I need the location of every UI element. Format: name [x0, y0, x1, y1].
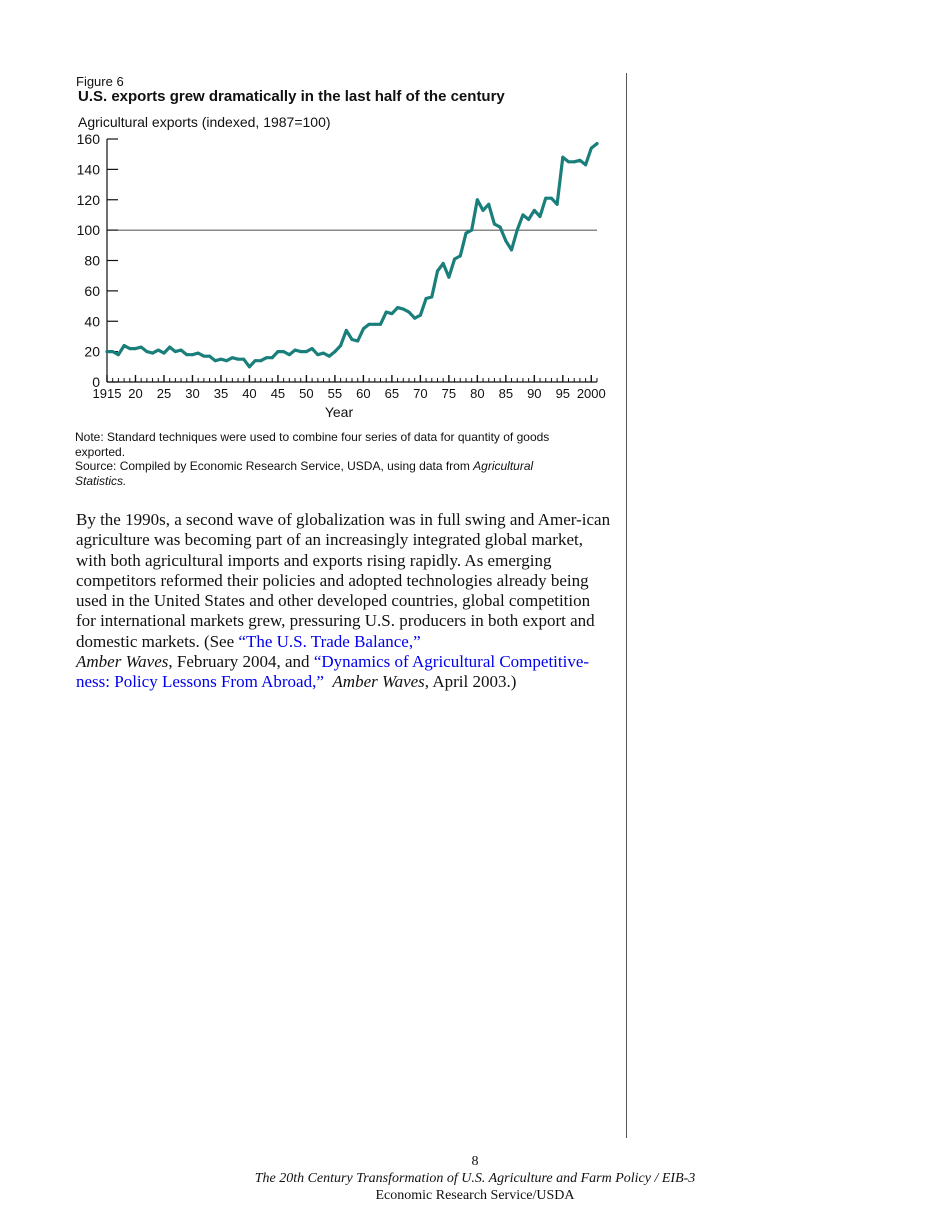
data-point — [294, 349, 297, 352]
data-point — [442, 262, 445, 265]
data-point — [499, 226, 502, 229]
data-point — [185, 353, 188, 356]
source-italic: Agricultural Statistics. — [75, 459, 534, 488]
y-tick-label: 100 — [76, 222, 100, 239]
body-text-3: , April 2003.) — [424, 672, 517, 692]
x-tick-label: 90 — [527, 386, 542, 401]
x-tick-label: 80 — [470, 386, 485, 401]
data-point — [430, 295, 433, 298]
data-point — [596, 142, 599, 145]
data-point — [237, 358, 240, 361]
data-point — [174, 350, 177, 353]
data-point — [299, 350, 302, 353]
x-tick-label: 30 — [185, 386, 200, 401]
x-tick-label: 40 — [242, 386, 257, 401]
source-text — [75, 459, 585, 488]
data-point — [470, 229, 473, 232]
x-tick-label: 75 — [441, 386, 457, 401]
data-point — [168, 346, 171, 349]
x-axis-label: Year — [324, 404, 354, 420]
x-tick-label: 60 — [356, 386, 371, 401]
y-axis-label: Agricultural exports (indexed, 1987=100) — [78, 114, 331, 130]
data-point — [447, 276, 450, 279]
y-tick-label: 0 — [92, 374, 100, 390]
data-point — [419, 314, 422, 317]
data-point — [197, 352, 200, 355]
x-tick-label: 1915 — [92, 386, 122, 401]
data-point — [390, 312, 393, 315]
body-paragraph — [76, 510, 611, 693]
x-tick-label: 95 — [555, 386, 571, 401]
data-point — [134, 347, 137, 350]
data-point — [117, 353, 120, 356]
figure-label: Figure 6 — [76, 74, 124, 89]
x-tick-label: 70 — [413, 386, 428, 401]
x-tick-label: 25 — [156, 386, 172, 401]
data-point — [111, 350, 114, 353]
data-point — [413, 317, 416, 320]
x-tick-label: 65 — [384, 386, 400, 401]
data-point — [356, 339, 359, 342]
data-point — [539, 215, 542, 218]
data-point — [254, 359, 257, 362]
export-index-chart — [0, 0, 950, 430]
data-point — [493, 223, 496, 226]
data-point — [550, 197, 553, 200]
data-point — [151, 352, 154, 355]
data-point — [504, 239, 507, 242]
x-tick-label: 45 — [270, 386, 286, 401]
figure-title: U.S. exports grew dramatically in the last half of the century — [78, 88, 505, 105]
data-point — [556, 203, 559, 206]
data-point — [385, 311, 388, 314]
source-prefix: Source: Compiled by Economic Research Service, USDA, using data from — [75, 459, 474, 474]
x-tick-label: 35 — [213, 386, 229, 401]
data-point — [402, 308, 405, 311]
y-tick-label: 60 — [84, 282, 100, 299]
data-point — [464, 232, 467, 235]
trade-balance-link[interactable]: “The U.S. Trade Balance,” — [238, 631, 421, 651]
data-point — [584, 163, 587, 166]
data-point — [396, 306, 399, 309]
data-point — [271, 356, 274, 359]
y-tick-label: 80 — [84, 252, 100, 269]
data-point — [561, 156, 564, 159]
data-point — [328, 355, 331, 358]
y-tick-label: 140 — [76, 161, 100, 178]
data-point — [379, 323, 382, 326]
data-point — [242, 358, 245, 361]
margin-rule — [626, 73, 627, 1138]
data-point — [482, 209, 485, 212]
organization-name: Economic Research Service/USDA — [375, 1188, 575, 1203]
x-tick-label: 20 — [128, 386, 143, 401]
data-point — [339, 344, 342, 347]
x-tick-label: 2000 — [576, 386, 606, 401]
data-point — [407, 311, 410, 314]
data-point — [533, 209, 536, 212]
data-point — [128, 347, 131, 350]
data-point — [345, 329, 348, 332]
data-point — [544, 197, 547, 200]
data-point — [368, 323, 371, 326]
publication-title: The 20th Century Transformation of U.S. Agriculture and Farm Policy / EIB-3 — [254, 1171, 696, 1186]
series-line — [107, 144, 597, 367]
data-point — [578, 159, 581, 162]
data-point — [225, 359, 228, 362]
data-point — [231, 356, 234, 359]
data-point — [436, 270, 439, 273]
y-tick-label: 20 — [84, 343, 100, 360]
data-point — [459, 254, 462, 257]
data-point — [567, 160, 570, 163]
data-point — [516, 229, 519, 232]
amber-waves-citation-1: Amber Waves — [76, 652, 169, 672]
note-text: Note: Standard techniques were used to combine four series of data for quantity of goods exported. — [75, 430, 550, 459]
body-text-1: By the 1990s, a second wave of globalization was in full swing and Amer-ican agriculture was becoming part of an increasingly integrated global market, with both agricultural imports and exports rising rapidly. As emerging competitors reformed their policies and adopted technologies already being used in the United States and other developed countries, global competition for international markets grew, pressuring U.S. producers in both export and domestic markets. (See — [76, 510, 611, 651]
y-tick-label: 160 — [76, 131, 100, 147]
data-point — [140, 346, 143, 349]
data-point — [362, 327, 365, 330]
data-point — [316, 353, 319, 356]
data-point — [373, 323, 376, 326]
x-tick-label: 55 — [327, 386, 343, 401]
data-point — [521, 213, 524, 216]
data-point — [288, 353, 291, 356]
data-point — [180, 349, 183, 352]
body-text-2: , February 2004, and — [168, 652, 314, 672]
data-point — [487, 203, 490, 206]
data-point — [425, 297, 428, 300]
y-tick-label: 40 — [84, 313, 100, 330]
y-tick-label: 120 — [76, 191, 100, 208]
data-point — [322, 352, 325, 355]
data-point — [202, 355, 205, 358]
data-point — [311, 347, 314, 350]
data-point — [219, 358, 222, 361]
data-point — [145, 350, 148, 353]
data-point — [157, 349, 160, 352]
data-point — [208, 355, 211, 358]
data-point — [282, 350, 285, 353]
data-point — [123, 344, 126, 347]
x-tick-label: 85 — [498, 386, 514, 401]
data-point — [573, 160, 576, 163]
data-point — [191, 353, 194, 356]
data-point — [248, 365, 251, 368]
data-point — [590, 147, 593, 150]
data-point — [106, 350, 109, 353]
data-point — [453, 257, 456, 260]
amber-waves-citation-2: Amber Waves — [332, 672, 425, 692]
page-number: 8 — [471, 1154, 479, 1169]
data-point — [259, 359, 262, 362]
data-point — [476, 198, 479, 201]
competitiveness-link[interactable]: “Dynamics of Agricultural Competitive-ness: Policy Lessons From Abroad,” — [76, 652, 590, 692]
data-point — [265, 356, 268, 359]
figure-notes — [75, 430, 585, 488]
data-point — [276, 350, 279, 353]
data-point — [351, 338, 354, 341]
data-point — [527, 218, 530, 221]
data-point — [214, 359, 217, 362]
x-tick-label: 50 — [299, 386, 314, 401]
data-point — [162, 352, 165, 355]
data-point — [333, 350, 336, 353]
data-point — [305, 350, 308, 353]
data-point — [510, 248, 513, 251]
page-footer — [0, 1153, 950, 1204]
